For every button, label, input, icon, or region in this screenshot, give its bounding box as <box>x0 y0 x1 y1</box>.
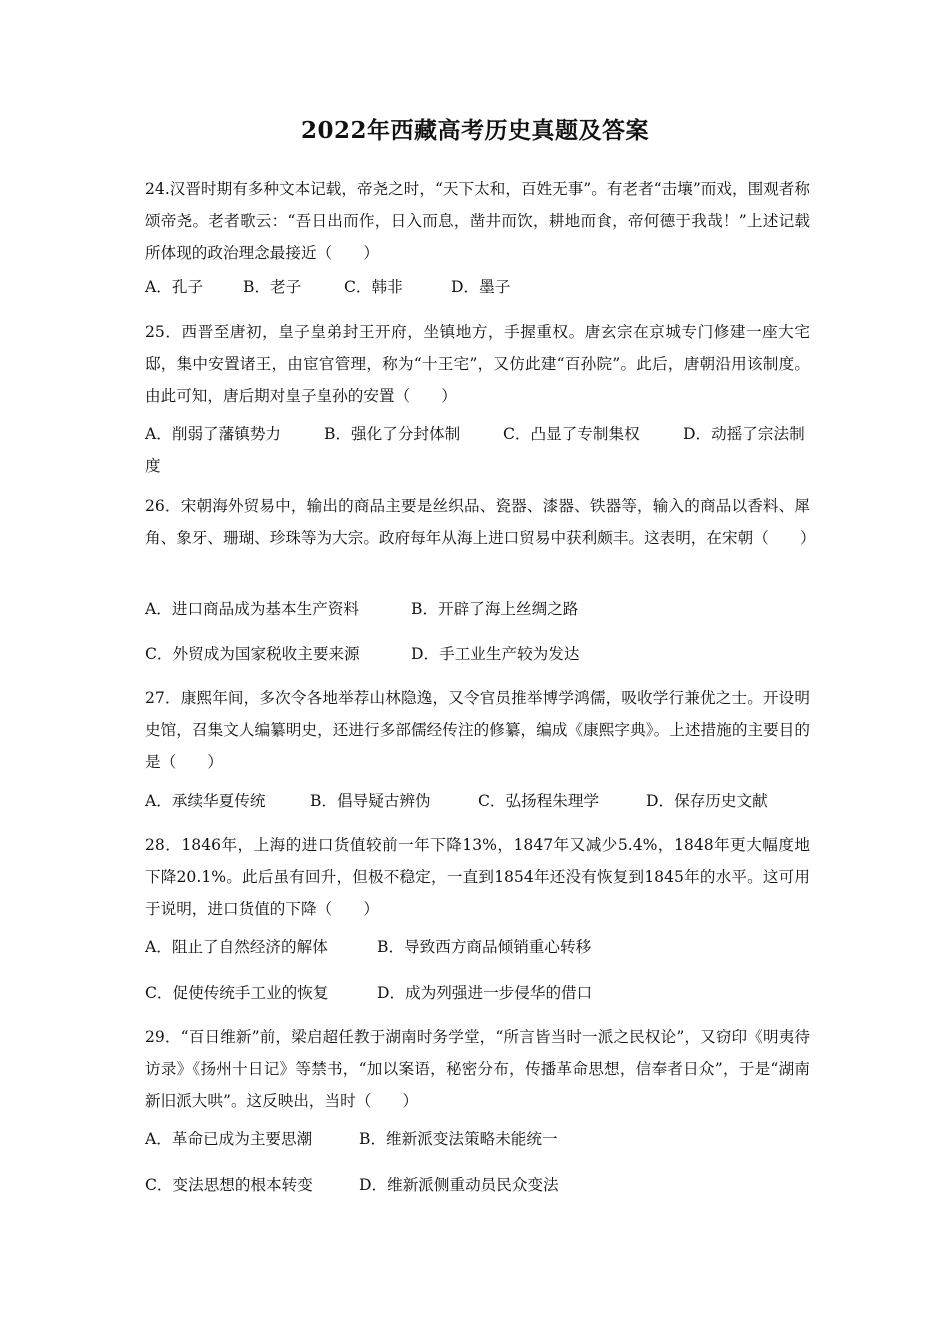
question-29-options-row-2 <box>145 1169 810 1201</box>
option-a: A．进口商品成为基本生产资料 <box>145 600 359 618</box>
question-28-stem: 28．1846年，上海的进口货值较前一年下降13%，1847年又减少5.4%，1848年更大幅度地下降20.1%。此后虽有回升，但极不稳定，一直到1854年还没有恢复到1845年的水平。这可用于说明，进口货值的下降（ ） <box>145 836 810 918</box>
question-24-options <box>145 271 810 303</box>
option-a: A．阻止了自然经济的解体 <box>145 938 328 956</box>
option-c: C．外贸成为国家税收主要来源 <box>145 645 360 663</box>
question-26-stem: 26．宋朝海外贸易中，输出的商品主要是丝织品、瓷器、漆器、铁器等，输入的商品以香料、犀角、象牙、珊瑚、珍珠等为大宗。政府每年从海上进口贸易中获利颇丰。这表明，在宋朝（ ） <box>145 497 816 547</box>
option-b: B．老子 <box>243 278 302 296</box>
question-25-stem: 25．西晋至唐初，皇子皇弟封王开府，坐镇地方，手握重权。唐玄宗在京城专门修建一座大宅邸，集中安置诸王，由宦官管理，称为“十王宅”，又仿此建“百孙院”。此后，唐朝沿用该制度。由此可知，唐后期对皇子皇孙的安置（ ） <box>145 323 810 405</box>
question-27-options <box>145 785 810 817</box>
question-25-options <box>145 418 810 482</box>
option-c: C．变法思想的根本转变 <box>145 1176 313 1194</box>
option-a: A．孔子 <box>145 278 204 296</box>
option-d: D．手工业生产较为发达 <box>411 645 580 663</box>
option-b: B．导致西方商品倾销重心转移 <box>377 938 592 956</box>
option-d: D．保存历史文献 <box>646 792 768 810</box>
option-d: D．动摇了宗法制度 <box>145 425 805 475</box>
option-b: B．开辟了海上丝绸之路 <box>411 600 579 618</box>
option-d: D．维新派侧重动员民众变法 <box>359 1176 559 1194</box>
option-c: C．韩非 <box>344 278 403 296</box>
option-c: C．促使传统手工业的恢复 <box>145 984 329 1002</box>
option-b: B．强化了分封体制 <box>324 425 461 443</box>
option-d: D．墨子 <box>451 278 511 296</box>
option-c: C．弘扬程朱理学 <box>478 792 600 810</box>
question-28-options-row-1 <box>145 931 810 963</box>
question-29-stem: 29．“百日维新”前，梁启超任教于湖南时务学堂，“所言皆当时一派之民权论”，又窃印《明夷待访录》《扬州十日记》等禁书，“加以案语，秘密分布，传播革命思想，信奉者日众”，于是“湖南新旧派大哄”。这反映出，当时（ ） <box>145 1028 810 1110</box>
option-d: D．成为列强进一步侵华的借口 <box>377 984 593 1002</box>
question-27-stem: 27．康熙年间，多次令各地举荐山林隐逸，又令官员推举博学鸿儒，吸收学行兼优之士。开设明史馆，召集文人编纂明史，还进行多部儒经传注的修纂，编成《康熙字典》。上述措施的主要目的是（ ） <box>145 689 810 771</box>
question-24-stem: 24.汉晋时期有多种文本记载，帝尧之时，“天下太和，百姓无事”。有老者“击壤”而戏，围观者称颂帝尧。老者歌云：“吾日出而作，日入而息，凿井而饮，耕地而食，帝何德于我哉！”上述记载所体现的政治理念最接近（ ） <box>145 180 810 262</box>
option-b: B．倡导疑古辨伪 <box>310 792 431 810</box>
option-a: A．承续华夏传统 <box>145 792 266 810</box>
question-28-options-row-2 <box>145 977 810 1009</box>
option-a: A．革命已成为主要思潮 <box>145 1130 313 1148</box>
option-a: A．削弱了藩镇势力 <box>145 425 282 443</box>
question-29-options-row-1 <box>145 1123 810 1155</box>
question-26-options-row-2 <box>145 638 810 670</box>
option-c: C．凸显了专制集权 <box>503 425 640 443</box>
page-title: 2022年西藏高考历史真题及答案 <box>300 117 649 144</box>
option-b: B．维新派变法策略未能统一 <box>359 1130 558 1148</box>
question-26-options-row-1 <box>145 593 810 625</box>
